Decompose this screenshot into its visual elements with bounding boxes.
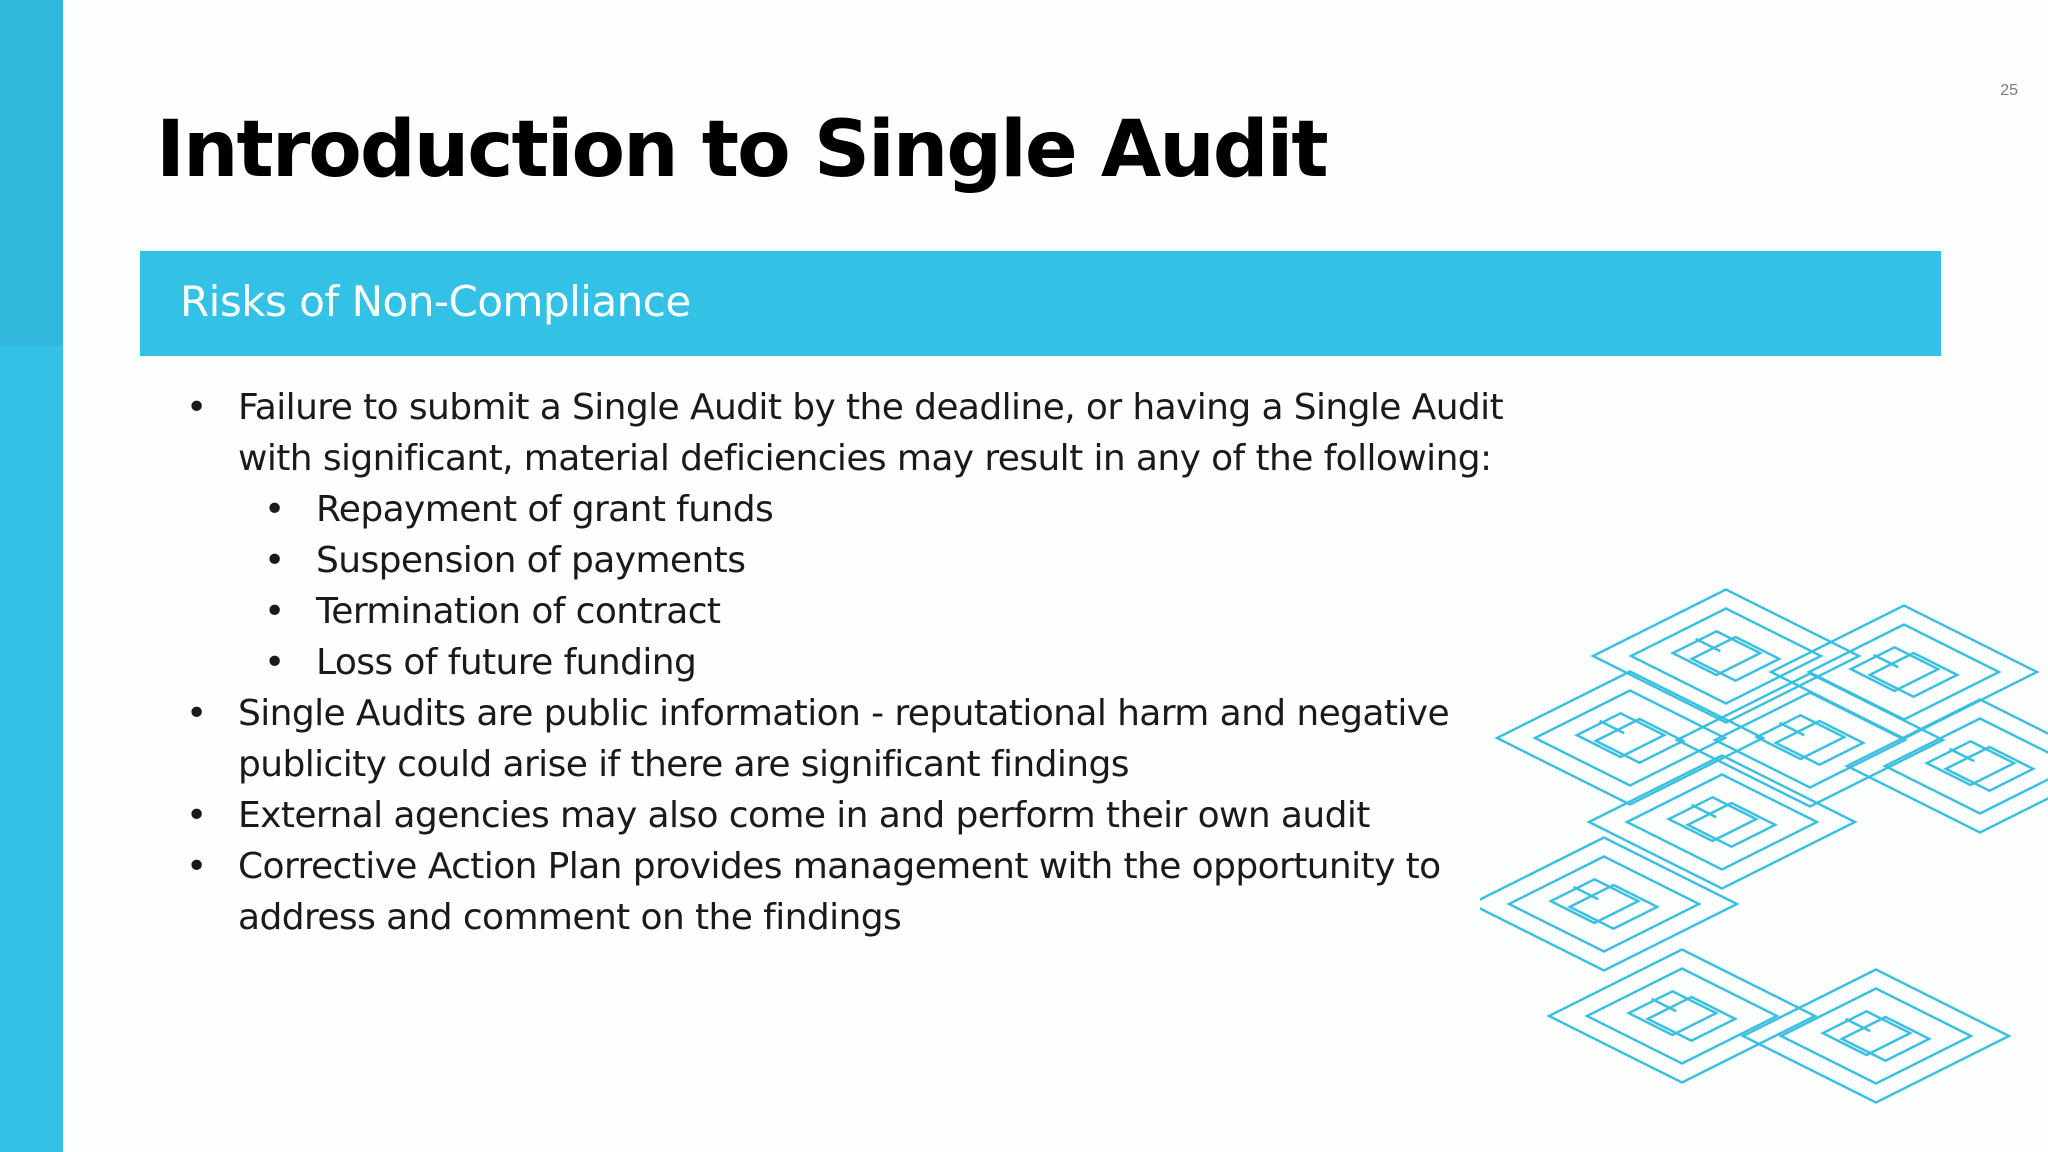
bullet-item <box>180 688 1510 790</box>
sub-bullet-item <box>258 586 1510 637</box>
bullet-text: Failure to submit a Single Audit by the deadline, or having a Single Audit with significant, material deficiencies may result in any of the following: <box>238 387 1504 479</box>
bullet-text: Corrective Action Plan provides management with the opportunity to address and comment on the findings <box>238 846 1441 938</box>
bullet-item <box>180 841 1510 943</box>
bullet-icon: • <box>264 591 285 632</box>
bullet-item <box>180 382 1510 688</box>
sub-bullet-item <box>258 484 1510 535</box>
bullet-text: Single Audits are public information - reputational harm and negative publicity could arise if there are significant findings <box>238 693 1450 785</box>
slide-number: 25 <box>2000 82 2018 99</box>
bullet-icon: • <box>264 489 285 530</box>
bullet-icon: • <box>264 540 285 581</box>
sub-bullet-text: Repayment of grant funds <box>316 489 774 530</box>
left-accent-bar-shade <box>0 0 63 346</box>
sub-bullet-item <box>258 637 1510 688</box>
bullet-icon: • <box>264 642 285 683</box>
pattern-tile <box>1743 970 2009 1103</box>
left-accent-bar <box>0 0 63 1152</box>
interlocking-key-pattern-icon <box>1480 560 2048 1152</box>
pattern-tile <box>1677 674 1943 807</box>
pattern-tile <box>1549 950 1815 1083</box>
bullet-item <box>180 790 1510 841</box>
bullet-content <box>180 382 1510 943</box>
bullet-text: External agencies may also come in and perform their own audit <box>238 795 1370 836</box>
slide-title: Introduction to Single Audit <box>156 105 1327 195</box>
section-banner <box>140 251 1941 356</box>
bullet-icon: • <box>186 795 207 836</box>
bullet-icon: • <box>186 846 207 887</box>
bullet-list <box>180 382 1510 943</box>
sub-bullet-list <box>238 484 1510 688</box>
sub-bullet-text: Loss of future funding <box>316 642 697 683</box>
bullet-icon: • <box>186 387 207 428</box>
sub-bullet-text: Suspension of payments <box>316 540 746 581</box>
pattern-tile <box>1771 606 2037 739</box>
sub-bullet-item <box>258 535 1510 586</box>
pattern-tile <box>1593 590 1859 723</box>
pattern-tile <box>1847 700 2048 833</box>
bullet-icon: • <box>186 693 207 734</box>
section-banner-label: Risks of Non-Compliance <box>180 277 691 326</box>
pattern-tile <box>1497 672 1763 805</box>
sub-bullet-text: Termination of contract <box>316 591 721 632</box>
